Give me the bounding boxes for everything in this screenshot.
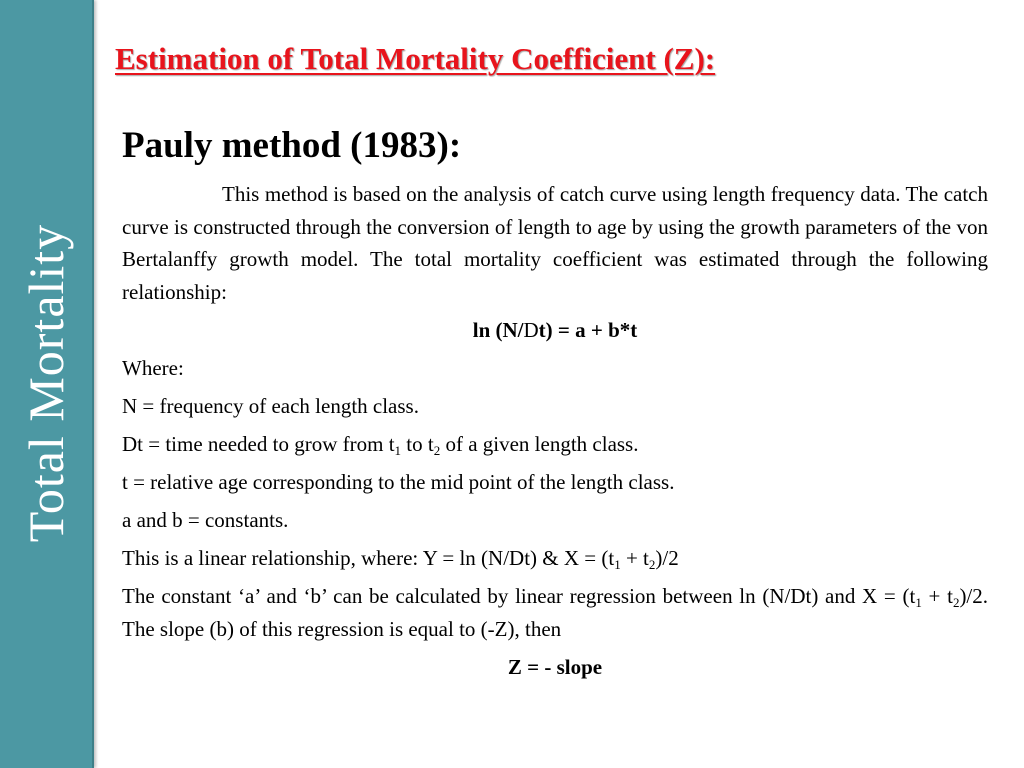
linear-relationship bbox=[122, 542, 988, 574]
equation-prefix: ln (N/ bbox=[472, 318, 524, 342]
linear-text-b: + t bbox=[620, 546, 649, 570]
result-equation: Z = - slope bbox=[507, 655, 603, 679]
equation-suffix: t) = a + b*t bbox=[538, 318, 638, 342]
linear-text-a: This is a linear relationship, where: Y = ln (N/Dt) & X = (t bbox=[122, 546, 615, 570]
definition-ab: a and b = constants. bbox=[122, 508, 289, 532]
method-heading: Pauly method (1983): bbox=[122, 125, 462, 166]
regression-text-c: )/2. The slope (b) of this regression is equal to (-Z), then bbox=[122, 584, 989, 641]
definition-dt bbox=[122, 428, 988, 460]
intro-paragraph: This method is based on the analysis of catch curve using length frequency data. The catch curve is constructed through the conversion of length to age by using the growth parameters of the von Bertalanffy growth model. The total mortality coefficient was estimated through the following relationship: bbox=[122, 182, 988, 304]
slide-content bbox=[122, 122, 988, 689]
definition-dt-text-a: Dt = time needed to grow from t bbox=[122, 432, 395, 456]
definition-dt-sub1: 1 bbox=[394, 443, 402, 458]
where-label: Where: bbox=[122, 356, 184, 380]
definition-n: N = frequency of each length class. bbox=[122, 394, 419, 418]
linear-text-c: )/2 bbox=[655, 546, 679, 570]
regression-text-b: + t bbox=[921, 584, 953, 608]
equation bbox=[122, 314, 988, 346]
slide-title: Estimation of Total Mortality Coefficient (Z): bbox=[115, 41, 716, 76]
regression-sub1: 1 bbox=[915, 595, 922, 610]
definition-dt-sub2: 2 bbox=[433, 443, 441, 458]
sidebar-title: Total Mortality bbox=[18, 223, 74, 543]
definition-dt-text-b: to t bbox=[401, 432, 434, 456]
regression-text-a: The constant ‘a’ and ‘b’ can be calculated by linear regression between ln (N/Dt) and X = (t bbox=[122, 584, 916, 608]
linear-sub1: 1 bbox=[614, 557, 621, 572]
equation-delta: D bbox=[523, 318, 539, 342]
sidebar bbox=[0, 0, 92, 768]
definition-t: t = relative age corresponding to the mid point of the length class. bbox=[122, 470, 675, 494]
definition-dt-text-c: of a given length class. bbox=[440, 432, 639, 456]
regression-paragraph bbox=[122, 580, 988, 645]
linear-sub2: 2 bbox=[648, 557, 656, 572]
regression-sub2: 2 bbox=[952, 595, 960, 610]
